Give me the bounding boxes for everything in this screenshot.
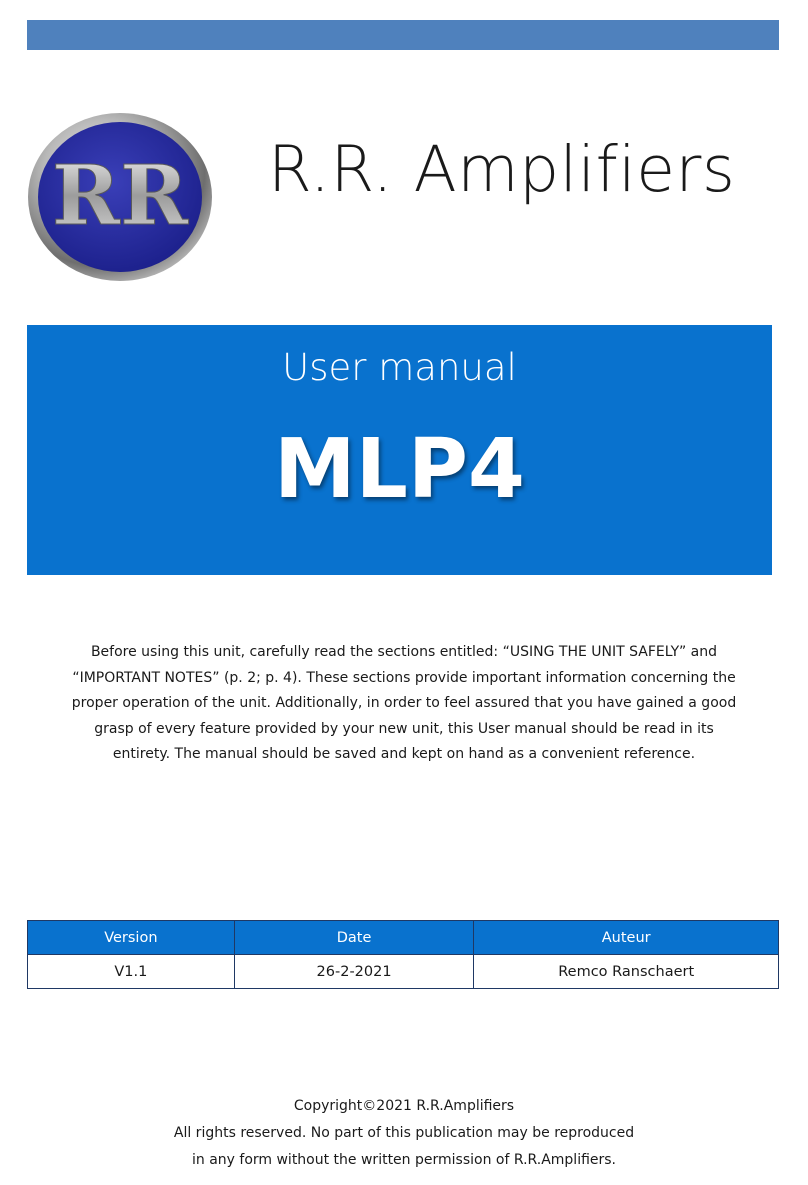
date-header: Date <box>234 921 474 955</box>
rr-logo <box>27 112 213 282</box>
intro-line: grasp of every feature provided by your new unit, this User manual should be read in its <box>94 720 714 737</box>
header-bar <box>27 20 779 50</box>
rights-line: in any form without the written permission of R.R.Amplifiers. <box>191 1152 617 1168</box>
version-cell: V1.1 <box>28 955 235 989</box>
date-cell: 26-2-2021 <box>234 955 474 989</box>
table-row <box>28 955 779 989</box>
table-header-row <box>28 921 779 955</box>
title-banner <box>27 325 772 575</box>
version-table <box>27 920 779 989</box>
intro-line: “IMPORTANT NOTES” (p. 2; p. 4). These sections provide important information concerning the <box>72 669 736 686</box>
svg-text:RR: RR <box>51 148 189 244</box>
product-title: MLP4 <box>273 422 525 517</box>
manual-subtitle: User manual <box>282 346 517 389</box>
author-header: Auteur <box>474 921 779 955</box>
intro-line: Before using this unit, carefully read the sections entitled: “USING THE UNIT SAFELY” and <box>90 644 718 660</box>
intro-paragraph <box>60 640 748 768</box>
version-header: Version <box>28 921 235 955</box>
intro-line: proper operation of the unit. Additionally, in order to feel assured that you have gained a good <box>71 695 737 711</box>
brand-name: R.R. Amplifiers <box>268 133 736 206</box>
rights-line: All rights reserved. No part of this publication may be reproduced <box>173 1125 635 1141</box>
intro-line: entirety. The manual should be saved and kept on hand as a convenient reference. <box>112 746 696 762</box>
copyright-line: Copyright©2021 R.R.Amplifiers <box>293 1098 515 1114</box>
copyright-notice <box>100 1093 708 1174</box>
author-cell: Remco Ranschaert <box>474 955 779 989</box>
